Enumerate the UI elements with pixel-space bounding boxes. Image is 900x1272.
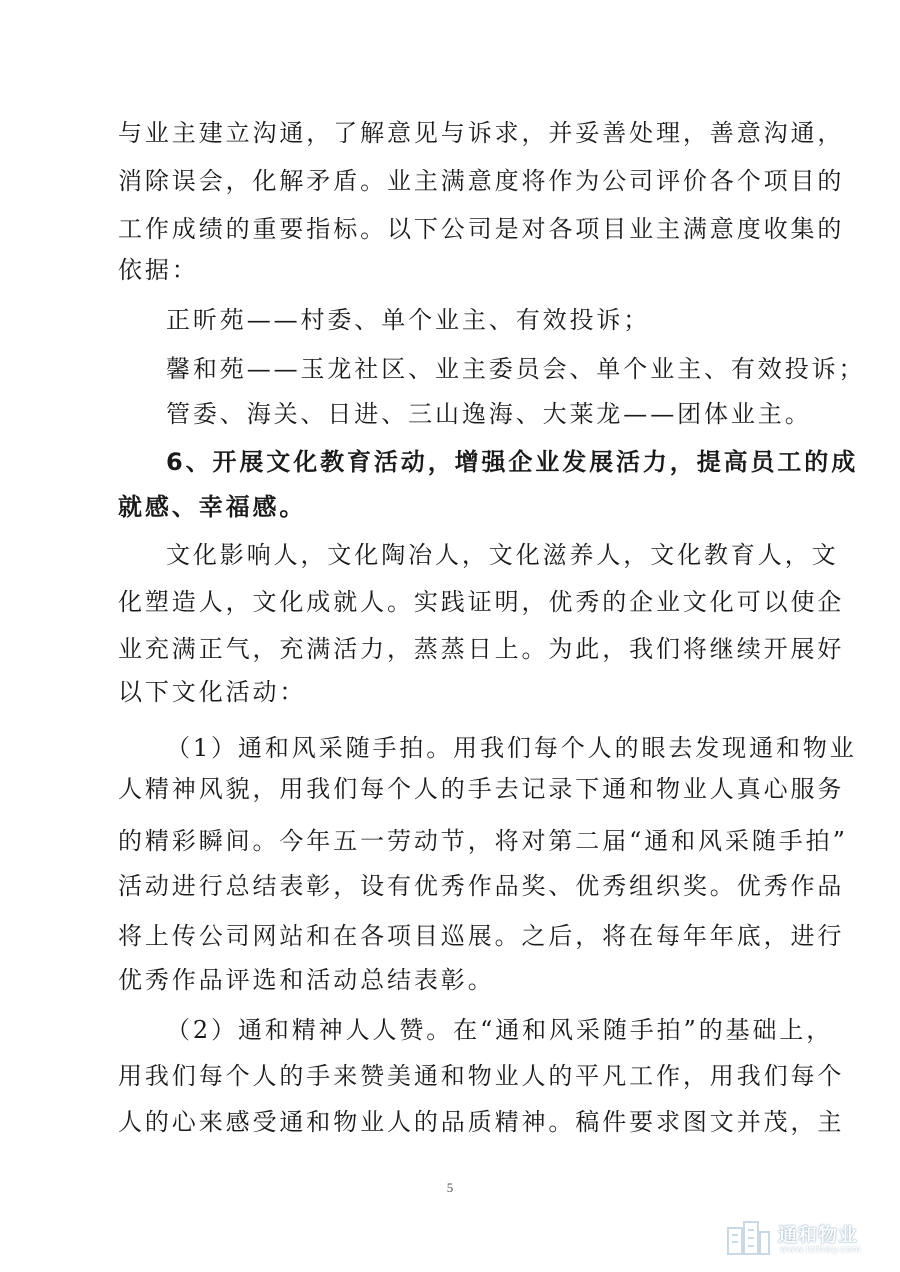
body-line: 文化影响人，文化陶冶人，文化滋养人，文化教育人，文 [166, 541, 839, 569]
body-line: 将上传公司网站和在各项目巡展。之后，将在每年年底，进行 [118, 922, 845, 950]
watermark-url: www.lzthwy.com [780, 1245, 862, 1255]
watermark [724, 1214, 894, 1264]
body-line: 消除误会，化解矛盾。业主满意度将作为公司评价各个项目的 [118, 167, 845, 195]
body-line: 业充满正气，充满活力，蒸蒸日上。为此，我们将继续开展好 [118, 635, 845, 663]
body-line: 活动进行总结表彰，设有优秀作品奖、优秀组织奖。优秀作品 [118, 872, 845, 900]
body-line: 化塑造人，文化成就人。实践证明，优秀的企业文化可以使企 [118, 588, 845, 616]
list-item: 馨和苑——玉龙社区、业主委员会、单个业主、有效投诉； [166, 355, 866, 383]
body-line: 人的心来感受通和物业人的品质精神。稿件要求图文并茂，主 [118, 1108, 845, 1136]
section-heading: 6、开展文化教育活动，增强企业发展活力，提高员工的成 [166, 448, 859, 476]
page-number: 5 [446, 1180, 454, 1195]
body-line: 的精彩瞬间。今年五一劳动节，将对第二届“通和风采随手拍” [118, 827, 848, 855]
body-line: 以下文化活动： [118, 678, 307, 706]
body-line: 依据： [118, 256, 199, 284]
body-line: 人精神风貌，用我们每个人的手去记录下通和物业人真心服务 [118, 775, 845, 803]
body-line: 工作成绩的重要指标。以下公司是对各项目业主满意度收集的 [118, 215, 845, 243]
body-line: 优秀作品评选和活动总结表彰。 [118, 966, 495, 994]
body-line: （2）通和精神人人赞。在“通和风采随手拍”的基础上， [166, 1016, 834, 1044]
building-logo-icon [724, 1218, 772, 1258]
body-line: （1）通和风采随手拍。用我们每个人的眼去发现通和物业 [166, 734, 857, 762]
section-heading: 就感、幸福感。 [118, 493, 307, 521]
body-line: 用我们每个人的手来赞美通和物业人的平凡工作，用我们每个 [118, 1062, 845, 1090]
list-item: 管委、海关、日进、三山逸海、大莱龙——团体业主。 [166, 400, 812, 428]
list-item: 正昕苑——村委、单个业主、有效投诉； [166, 306, 651, 334]
body-line: 与业主建立沟通，了解意见与诉求，并妥善处理，善意沟通， [118, 119, 845, 147]
watermark-name: 通和物业 [778, 1224, 859, 1246]
